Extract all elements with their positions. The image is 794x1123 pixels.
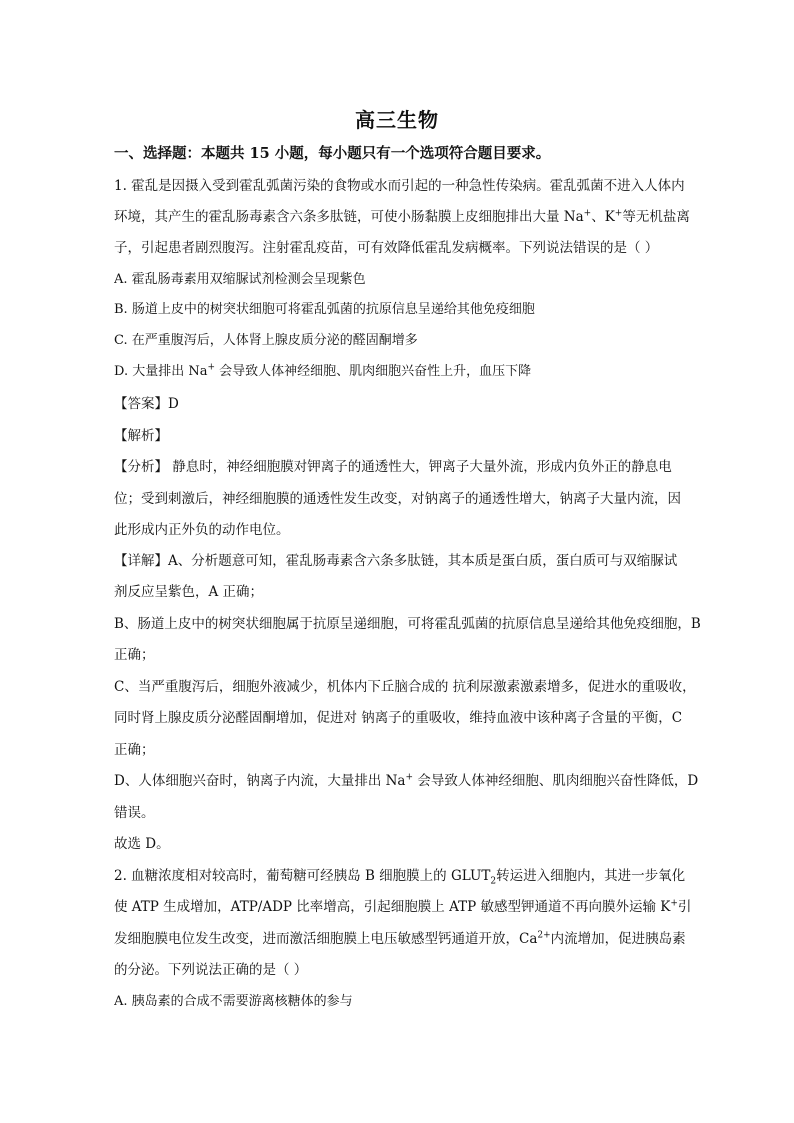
- q1-option-b: B. 肠道上皮中的树突状细胞可将霍乱弧菌的抗原信息呈递给其他免疫细胞: [114, 302, 535, 317]
- q1-detail-d-line-2: 错误。: [114, 805, 155, 821]
- q1-answer: 【答案】D: [114, 396, 179, 412]
- q1-detail-d-line-1: D、人体细胞兴奋时，钠离子内流，大量排出 Na+ 会导致人体神经细胞、肌肉细胞兴奋性降低，D: [114, 772, 699, 789]
- q1-detail-b-line-2: 正确；: [114, 647, 155, 663]
- q1-detail-c-line-3: 正确；: [114, 742, 155, 758]
- page-title: 高三生物: [355, 108, 439, 132]
- q1-stem-line-2: 环境，其产生的霍乱肠毒素含六条多肽链，可使小肠黏膜上皮细胞排出大量 Na+、K+等无机盐离: [114, 208, 690, 225]
- q2-option-a: A. 胰岛素的合成不需要游离核糖体的参与: [114, 994, 353, 1009]
- q1-detail-a-line-1: 【详解】A、分析题意可知，霍乱肠毒素含六条多肽链，其本质是蛋白质，蛋白质可与双缩脲试: [114, 553, 678, 569]
- q1-fenxi-line-2: 位；受到刺激后，神经细胞膜的通透性发生改变，对钠离子的通透性增大，钠离子大量内流，因: [114, 491, 681, 507]
- q1-option-d: D. 大量排出 Na+ 会导致人体神经细胞、肌肉细胞兴奋性上升，血压下降: [114, 362, 532, 379]
- q1-option-c: C. 在严重腹泻后，人体肾上腺皮质分泌的醛固酮增多: [114, 333, 418, 348]
- q1-detail-a-line-2: 剂反应呈紫色，A 正确；: [114, 584, 264, 600]
- q1-analysis-heading: 【解析】: [114, 428, 168, 444]
- q1-conclusion: 故选 D。: [114, 836, 170, 852]
- q2-stem-line-2: 使 ATP 生成增加，ATP/ADP 比率增高，引起细胞膜上 ATP 敏感型钾通道不再向膜外运输 K+引: [114, 898, 692, 915]
- q1-stem-line-3: 子，引起患者剧烈腹泻。注射霍乱疫苗，可有效降低霍乱发病概率。下列说法错误的是（ ）: [114, 240, 659, 256]
- q1-fenxi-line-3: 此形成内正外负的动作电位。: [114, 522, 290, 538]
- q2-stem-line-1: 2. 血糖浓度相对较高时，葡萄糖可经胰岛 B 细胞膜上的 $GLUT_2$转运进入细胞内，其进一步氧化: [114, 868, 686, 886]
- q2-stem-line-3: 发细胞膜电位发生改变，进而激活细胞膜上电压敏感型钙通道开放，$Ca^{2+}$内流增加，促进胰岛素: [114, 930, 686, 947]
- q1-detail-c-line-2: 同时肾上腺皮质分泌醛固酮增加，促进对 钠离子的重吸收，维持血液中该种离子含量的平衡，C: [114, 710, 683, 726]
- section-heading: 一、选择题：本题共 15 小题，每小题只有一个选项符合题目要求。: [114, 145, 551, 162]
- q1-option-a: A. 霍乱肠毒素用双缩脲试剂检测会呈现紫色: [114, 272, 366, 287]
- q1-detail-b-line-1: B、肠道上皮中的树突状细胞属于抗原呈递细胞，可将霍乱弧菌的抗原信息呈递给其他免疫细胞，B: [114, 616, 701, 632]
- q1-fenxi-line-1: 【分析】 静息时，神经细胞膜对钾离子的通透性大，钾离子大量外流，形成内负外正的静息电: [114, 459, 672, 475]
- q1-stem-line-1: 1. 霍乱是因摄入受到霍乱弧菌污染的食物或水而引起的一种急性传染病。霍乱弧菌不进入人体内: [114, 178, 685, 194]
- q2-stem-line-4: 的分泌。下列说法正确的是（ ）: [114, 962, 308, 978]
- q1-detail-c-line-1: C、当严重腹泻后，细胞外液减少，机体内下丘脑合成的 抗利尿激素激素增多，促进水的重吸收，: [114, 679, 696, 695]
